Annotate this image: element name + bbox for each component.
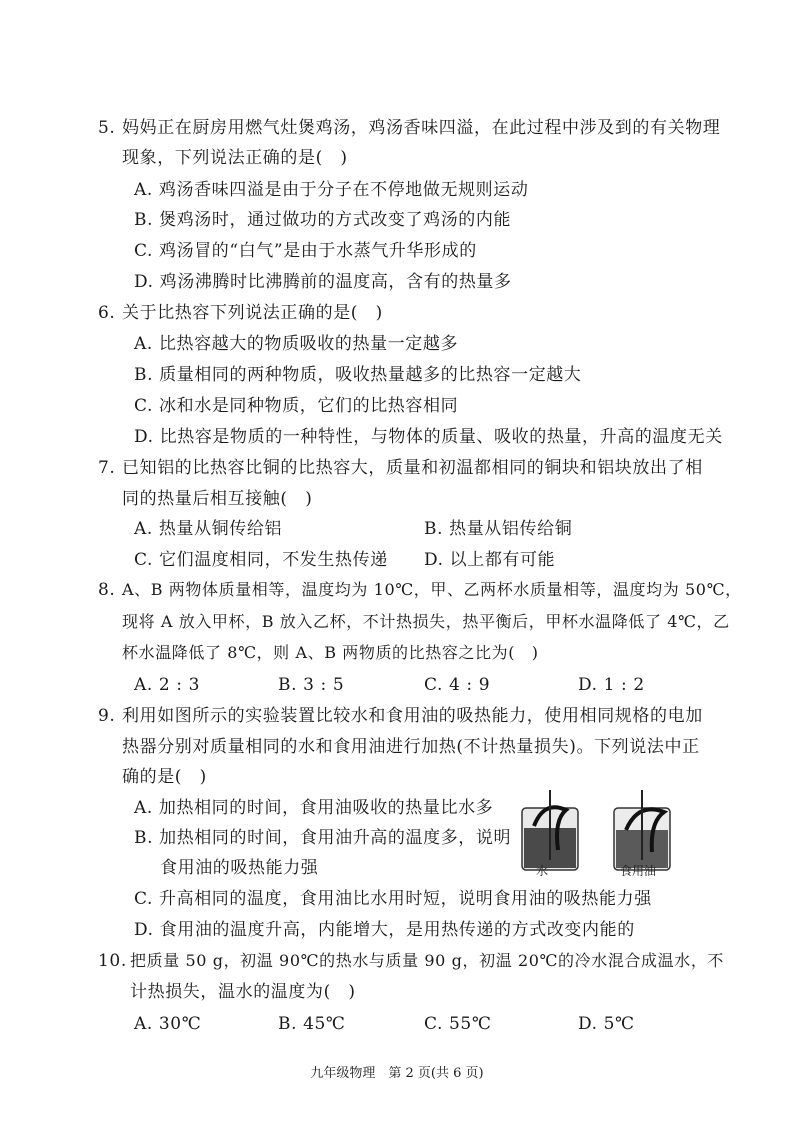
q5-number: 5. bbox=[98, 118, 116, 138]
q5-stem-line1: 妈妈正在厨房用燃气灶煲鸡汤，鸡汤香味四溢，在此过程中涉及到的有关物理 bbox=[122, 118, 721, 138]
q5-option-a: A. 鸡汤香味四溢是由于分子在不停地做无规则运动 bbox=[134, 180, 529, 200]
q9-option-b-line1: B. 加热相同的时间，食用油升高的温度多，说明 bbox=[134, 828, 512, 848]
q6-option-c: C. 冰和水是同种物质，它们的比热容相同 bbox=[134, 396, 459, 416]
q8-stem-line2: 现将 A 放入甲杯，B 放入乙杯，不计热损失，热平衡后，甲杯水温降低了 4℃，乙 bbox=[122, 612, 730, 631]
q7-stem-line1: 已知铝的比热容比铜的比热容大，质量和初温都相同的铜块和铝块放出了相 bbox=[122, 458, 703, 478]
q10-option-b: B. 45℃ bbox=[278, 1014, 346, 1034]
q10-option-c: C. 55℃ bbox=[424, 1014, 492, 1034]
q5-option-c: C. 鸡汤冒的“白气”是由于水蒸气升华形成的 bbox=[134, 241, 477, 261]
q7-option-c: C. 它们温度相同，不发生热传递 bbox=[134, 550, 388, 570]
water-beaker bbox=[522, 790, 578, 870]
q9-option-b-line2: 食用油的吸热能力强 bbox=[160, 858, 319, 878]
q9-option-c: C. 升高相同的温度，食用油比水用时短，说明食用油的吸热能力强 bbox=[134, 889, 652, 909]
q9-stem-line1: 利用如图所示的实验装置比较水和食用油的吸热能力，使用相同规格的电加 bbox=[122, 706, 703, 726]
q6-stem-line1: 关于比热容下列说法正确的是( ) bbox=[122, 303, 383, 323]
q7-stem-line2: 同的热量后相互接触( ) bbox=[122, 489, 313, 509]
q5-option-b: B. 煲鸡汤时，通过做功的方式改变了鸡汤的内能 bbox=[134, 210, 512, 230]
q8-option-b: B. 3 : 5 bbox=[278, 675, 345, 695]
q10-option-a: A. 30℃ bbox=[134, 1014, 202, 1034]
q10-stem-line1: 把质量 50 g，初温 90℃的热水与质量 90 g，初温 20℃的冷水混合成温水，不 bbox=[130, 951, 725, 970]
q7-option-a: A. 热量从铜传给铝 bbox=[134, 519, 283, 539]
q10-stem-line2: 计热损失，温水的温度为( ) bbox=[130, 982, 356, 1002]
q8-option-a: A. 2 : 3 bbox=[134, 675, 201, 695]
q10-option-d: D. 5℃ bbox=[578, 1014, 635, 1034]
q6-number: 6. bbox=[98, 303, 116, 323]
figure-label-water: 水 bbox=[536, 864, 549, 878]
q9-option-d: D. 食用油的温度升高，内能增大，是用热传递的方式改变内能的 bbox=[134, 920, 635, 940]
oil-beaker bbox=[614, 790, 670, 870]
q7-option-b: B. 热量从铝传给铜 bbox=[424, 519, 573, 539]
q7-option-d: D. 以上都有可能 bbox=[424, 550, 556, 570]
q5-option-d: D. 鸡汤沸腾时比沸腾前的温度高，含有的热量多 bbox=[134, 272, 512, 292]
q5-stem-line2: 现象，下列说法正确的是( ) bbox=[122, 148, 348, 168]
q6-option-a: A. 比热容越大的物质吸收的热量一定越多 bbox=[134, 334, 459, 354]
q6-option-d: D. 比热容是物质的一种特性，与物体的质量、吸收的热量，升高的温度无关 bbox=[134, 427, 723, 447]
q6-option-b: B. 质量相同的两种物质，吸收热量越多的比热容一定越大 bbox=[134, 365, 582, 385]
q7-number: 7. bbox=[98, 458, 116, 478]
q8-number: 8. bbox=[98, 580, 116, 600]
figure-label-oil: 食用油 bbox=[620, 864, 657, 878]
page-footer: 九年级物理 第 2 页(共 6 页) bbox=[310, 1066, 484, 1081]
q9-number: 9. bbox=[98, 706, 116, 726]
q9-stem-line3: 确的是( ) bbox=[122, 767, 207, 787]
q10-number: 10. bbox=[98, 951, 127, 971]
q9-option-a: A. 加热相同的时间，食用油吸收的热量比水多 bbox=[134, 798, 494, 818]
q8-option-c: C. 4 : 9 bbox=[424, 675, 491, 695]
q8-option-d: D. 1 : 2 bbox=[578, 675, 645, 695]
q8-stem-line1: A、B 两物体质量相等，温度均为 10℃，甲、乙两杯水质量相等，温度均为 50℃， bbox=[122, 580, 742, 599]
q9-stem-line2: 热器分别对质量相同的水和食用油进行加热(不计热量损失)。下列说法中正 bbox=[122, 737, 700, 757]
q8-stem-line3: 杯水温降低了 8℃，则 A、B 两物质的比热容之比为( ) bbox=[122, 643, 539, 662]
